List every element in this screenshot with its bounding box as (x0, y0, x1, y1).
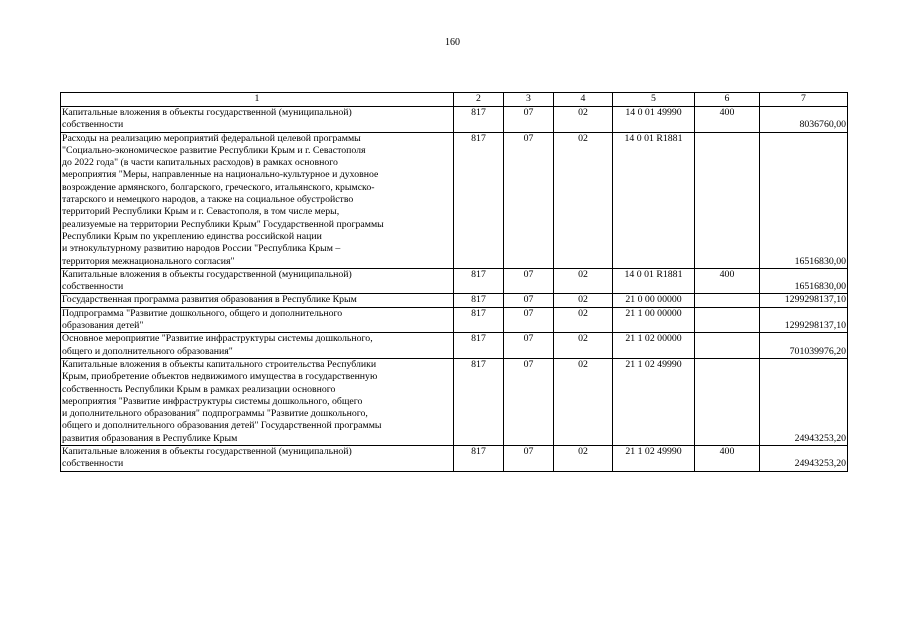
cell-ministry-code: 817 (454, 132, 504, 268)
table-header-row (61, 93, 848, 107)
column-header-3: 3 (504, 93, 554, 107)
cell-amount: 16516830,00 (760, 132, 848, 268)
cell-target-article: 14 0 01 R1881 (613, 268, 695, 294)
cell-section-code: 07 (504, 268, 554, 294)
cell-amount: 24943253,20 (760, 358, 848, 445)
cell-target-article: 14 0 01 49990 (613, 107, 695, 133)
column-header-5: 5 (613, 93, 695, 107)
cell-subsection-code: 02 (554, 107, 613, 133)
cell-expense-type: 400 (695, 446, 760, 472)
cell-target-article: 21 1 02 00000 (613, 333, 695, 359)
cell-expense-type: 400 (695, 107, 760, 133)
table-row (61, 107, 848, 133)
cell-subsection-code: 02 (554, 268, 613, 294)
cell-ministry-code: 817 (454, 268, 504, 294)
cell-section-code: 07 (504, 294, 554, 307)
cell-ministry-code: 817 (454, 294, 504, 307)
cell-subsection-code: 02 (554, 358, 613, 445)
cell-section-code: 07 (504, 358, 554, 445)
cell-section-code: 07 (504, 132, 554, 268)
cell-ministry-code: 817 (454, 333, 504, 359)
cell-name: Основное мероприятие "Развитие инфраструктуры системы дошкольного, общего и дополнительного образования" (61, 333, 454, 359)
cell-expense-type (695, 307, 760, 333)
column-header-2: 2 (454, 93, 504, 107)
cell-ministry-code: 817 (454, 107, 504, 133)
cell-section-code: 07 (504, 446, 554, 472)
cell-expense-type (695, 333, 760, 359)
cell-subsection-code: 02 (554, 294, 613, 307)
cell-subsection-code: 02 (554, 132, 613, 268)
cell-expense-type (695, 132, 760, 268)
cell-amount: 24943253,20 (760, 446, 848, 472)
cell-amount: 1299298137,10 (760, 294, 848, 307)
cell-subsection-code: 02 (554, 446, 613, 472)
cell-expense-type (695, 358, 760, 445)
cell-ministry-code: 817 (454, 358, 504, 445)
cell-subsection-code: 02 (554, 307, 613, 333)
cell-subsection-code: 02 (554, 333, 613, 359)
cell-name: Капитальные вложения в объекты государственной (муниципальной) собственности (61, 446, 454, 472)
budget-table (60, 92, 848, 472)
cell-amount: 701039976,20 (760, 333, 848, 359)
table-row (61, 268, 848, 294)
cell-amount: 8036760,00 (760, 107, 848, 133)
cell-target-article: 14 0 01 R1881 (613, 132, 695, 268)
table-row (61, 132, 848, 268)
table-row (61, 333, 848, 359)
cell-amount: 16516830,00 (760, 268, 848, 294)
cell-name: Подпрограмма "Развитие дошкольного, общего и дополнительного образования детей" (61, 307, 454, 333)
table-row (61, 294, 848, 307)
cell-expense-type: 400 (695, 268, 760, 294)
table-row (61, 307, 848, 333)
column-header-1: 1 (61, 93, 454, 107)
cell-amount: 1299298137,10 (760, 307, 848, 333)
cell-name: Капитальные вложения в объекты государственной (муниципальной) собственности (61, 107, 454, 133)
column-header-7: 7 (760, 93, 848, 107)
cell-target-article: 21 0 00 00000 (613, 294, 695, 307)
cell-section-code: 07 (504, 333, 554, 359)
table-row (61, 446, 848, 472)
page-number: 160 (445, 37, 460, 48)
cell-section-code: 07 (504, 307, 554, 333)
cell-name: Расходы на реализацию мероприятий федеральной целевой программы "Социально-экономическое развитие Республики Крым и г. Севастополя до 2022 года" (в части капитальных расходов) в рамках основного мероприятия "Меры, направленные на национально-культурное и духовное возрождение армянского, болгарского, греческого, итальянского, крымско- татарского и немецкого народов, а также на социальное обустройство территорий Республики Крым и г. Севастополя, в том числе меры, реализуемые на территории Республики Крым" Государственной программы Республики Крым по укреплению единства российской нации и этнокультурному развитию народов России "Республика Крым – территория межнационального согласия" (61, 132, 454, 268)
cell-name: Капитальные вложения в объекты капитального строительства Республики Крым, приобретение объектов недвижимого имущества в государственную собственность Республики Крым в рамках реализации основного мероприятия "Развитие инфраструктуры системы дошкольного, общего и дополнительного образования" подпрограммы "Развитие дошкольного, общего и дополнительного образования детей" Государственной программы развития образования в Республике Крым (61, 358, 454, 445)
cell-expense-type (695, 294, 760, 307)
cell-target-article: 21 1 02 49990 (613, 446, 695, 472)
table-row (61, 358, 848, 445)
cell-ministry-code: 817 (454, 446, 504, 472)
cell-target-article: 21 1 02 49990 (613, 358, 695, 445)
column-header-6: 6 (695, 93, 760, 107)
cell-ministry-code: 817 (454, 307, 504, 333)
column-header-4: 4 (554, 93, 613, 107)
cell-name: Государственная программа развития образования в Республике Крым (61, 294, 454, 307)
cell-name: Капитальные вложения в объекты государственной (муниципальной) собственности (61, 268, 454, 294)
cell-target-article: 21 1 00 00000 (613, 307, 695, 333)
cell-section-code: 07 (504, 107, 554, 133)
